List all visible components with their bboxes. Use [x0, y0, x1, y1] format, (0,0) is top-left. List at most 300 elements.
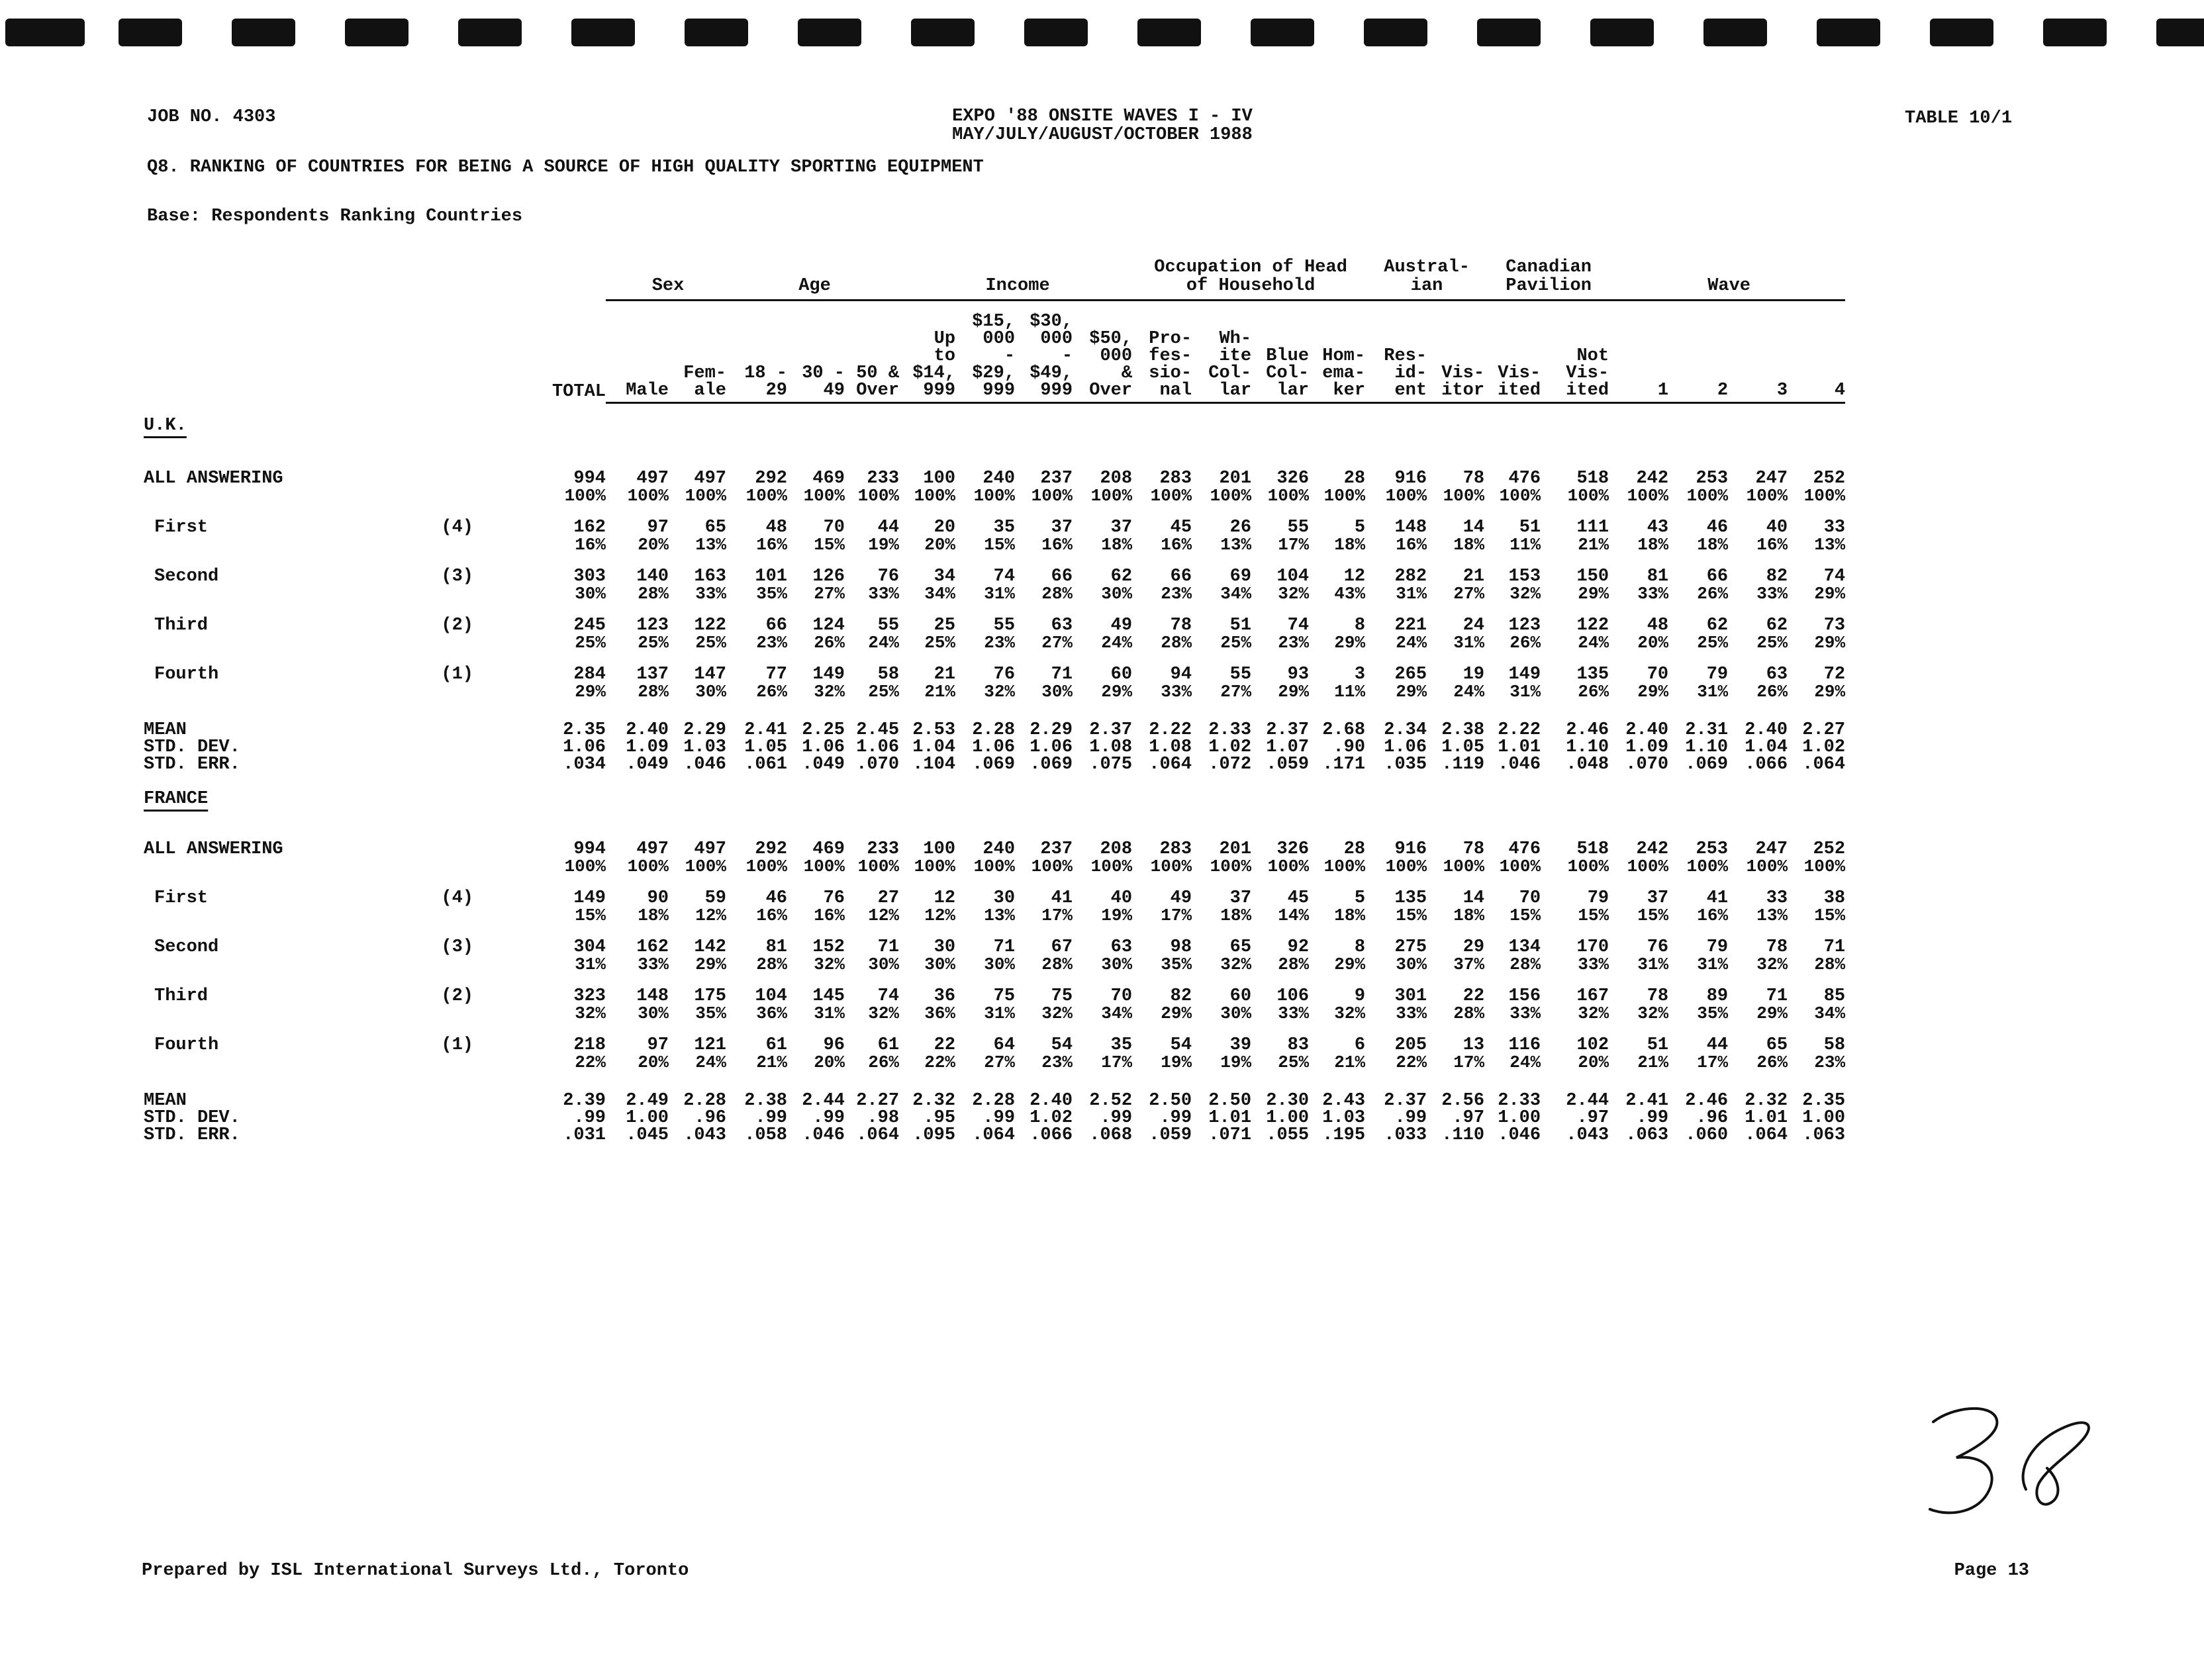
cell-count: 126 — [812, 567, 845, 586]
cell-percent: 15% — [1396, 906, 1427, 925]
cell-percent: 30% — [924, 955, 956, 974]
stat-label: STD. DEV. — [144, 1108, 240, 1128]
stat-value: 2.28 — [972, 1091, 1016, 1111]
cell-percent: 100% — [745, 486, 788, 506]
cell-percent: 17% — [1278, 535, 1310, 555]
row-label: Third — [154, 986, 209, 1006]
cell-percent: 29% — [575, 682, 606, 702]
cell-count: 497 — [636, 469, 669, 489]
cell-percent: 33% — [695, 584, 727, 604]
cell-count: 33 — [1766, 888, 1788, 908]
cell-percent: 16% — [814, 906, 845, 925]
cell-percent: 16% — [1697, 906, 1729, 925]
stat-value: .98 — [867, 1108, 900, 1128]
stat-value: 1.01 — [1498, 737, 1541, 757]
stat-label: STD. DEV. — [144, 737, 240, 757]
row-gap — [136, 504, 1845, 519]
cell-count: 292 — [755, 839, 788, 859]
stat-value: 1.09 — [626, 737, 669, 757]
data-row — [136, 617, 1845, 634]
cell-percent: 100% — [745, 857, 788, 876]
cell-percent: 34% — [1220, 584, 1252, 604]
cell-count: 71 — [993, 937, 1016, 957]
stat-value: .95 — [923, 1108, 956, 1128]
cell-percent: 32% — [1334, 1003, 1366, 1023]
cell-count: 66 — [1170, 567, 1192, 586]
cell-count: 247 — [1755, 469, 1788, 489]
cell-percent: 20% — [814, 1052, 845, 1072]
cell-count: 51 — [1229, 616, 1252, 635]
cell-count: 25 — [934, 616, 956, 635]
cell-count: 72 — [1823, 665, 1846, 684]
stat-value: 2.22 — [1149, 720, 1192, 740]
stat-label: STD. ERR. — [144, 1125, 240, 1145]
section-title — [136, 417, 1845, 434]
stat-value: .048 — [1566, 755, 1609, 774]
stat-value: .066 — [1030, 1125, 1073, 1145]
cell-count: 265 — [1394, 665, 1427, 684]
cell-percent: 32% — [984, 682, 1016, 702]
data-row — [136, 890, 1845, 907]
feed-hole — [2043, 19, 2107, 46]
cell-percent: 100% — [1031, 486, 1073, 506]
cell-count: 8 — [1354, 937, 1366, 957]
cell-percent: 17% — [1697, 1052, 1729, 1072]
stat-value: .071 — [1208, 1125, 1252, 1145]
stat-value: .049 — [802, 755, 845, 774]
cell-percent: 32% — [1278, 584, 1310, 604]
cell-percent: 17% — [1453, 1052, 1485, 1072]
stat-value: 1.10 — [1685, 737, 1729, 757]
cell-percent: 34% — [1101, 1003, 1133, 1023]
cell-percent: 33% — [868, 584, 900, 604]
cell-count: 45 — [1287, 888, 1310, 908]
cell-percent: 28% — [756, 955, 788, 974]
cell-count: 71 — [877, 937, 900, 957]
row-gap — [136, 875, 1845, 890]
cell-count: 476 — [1508, 839, 1541, 859]
stat-value: .075 — [1089, 755, 1133, 774]
report-title-line2: MAY/JULY/AUGUST/OCTOBER 1988 — [952, 125, 1253, 145]
cell-count: 29 — [1462, 937, 1485, 957]
cell-count: 5 — [1354, 518, 1366, 537]
cell-percent: 36% — [924, 1003, 956, 1023]
header-spacer — [136, 313, 500, 403]
stat-value: 2.32 — [1745, 1091, 1788, 1111]
cell-percent: 15% — [1814, 906, 1846, 925]
stat-value: .060 — [1685, 1125, 1729, 1145]
cell-percent: 17% — [1101, 1052, 1133, 1072]
stat-value: .064 — [856, 1125, 900, 1145]
stat-value: 1.10 — [1566, 737, 1609, 757]
table-id: TABLE 10/1 — [1905, 109, 2013, 128]
cell-percent: 100% — [627, 857, 669, 876]
cell-percent: 100% — [1323, 486, 1366, 506]
cell-count: 27 — [877, 888, 900, 908]
stat-value: .031 — [563, 1125, 606, 1145]
stat-value: 2.50 — [1149, 1091, 1192, 1111]
cell-count: 39 — [1229, 1035, 1252, 1055]
section-name: U.K. — [144, 416, 187, 436]
feed-hole — [1364, 19, 1427, 46]
cell-percent: 31% — [1453, 633, 1485, 653]
cell-count: 62 — [1706, 616, 1729, 635]
cell-percent: 20% — [1637, 633, 1669, 653]
feed-hole — [232, 19, 295, 46]
cell-count: 104 — [755, 986, 788, 1006]
stat-value: .069 — [972, 755, 1016, 774]
cell-count: 497 — [694, 469, 727, 489]
cell-percent: 18% — [1697, 535, 1729, 555]
cell-percent: 100% — [627, 486, 669, 506]
cell-count: 78 — [1766, 937, 1788, 957]
row-label: First — [154, 888, 209, 908]
column-header: Res- id- ent — [1365, 313, 1427, 403]
row-code: (2) — [441, 986, 473, 1006]
cell-percent: 100% — [1627, 857, 1669, 876]
stat-value: 1.02 — [1208, 737, 1252, 757]
cell-count: 142 — [694, 937, 727, 957]
cell-count: 71 — [1051, 665, 1073, 684]
cell-percent: 11% — [1509, 535, 1541, 555]
cell-count: 62 — [1766, 616, 1788, 635]
cell-count: 28 — [1343, 839, 1366, 859]
cell-percent: 21% — [756, 1052, 788, 1072]
cell-percent: 28% — [1041, 584, 1073, 604]
cell-count: 148 — [636, 986, 669, 1006]
cell-count: 70 — [1110, 986, 1133, 1006]
cell-percent: 26% — [1578, 682, 1609, 702]
cell-percent: 29% — [1278, 682, 1310, 702]
cell-count: 63 — [1051, 616, 1073, 635]
column-header: $30, 000 - $49, 999 — [1015, 313, 1073, 403]
stat-value: .99 — [1100, 1108, 1133, 1128]
feed-hole — [345, 19, 408, 46]
crosstab-table — [136, 258, 1845, 1144]
cell-count: 82 — [1766, 567, 1788, 586]
cell-count: 134 — [1508, 937, 1541, 957]
stat-value: 1.06 — [856, 737, 900, 757]
cell-percent: 26% — [756, 682, 788, 702]
cell-percent: 16% — [1756, 535, 1788, 555]
cell-percent: 25% — [575, 633, 606, 653]
stat-value: 2.33 — [1208, 720, 1252, 740]
handwritten-page-mark — [1927, 1403, 2105, 1522]
cell-percent: 15% — [1578, 906, 1609, 925]
column-header: Male — [606, 313, 669, 403]
column-group-header: Sex — [606, 258, 726, 301]
cell-percent: 25% — [1220, 633, 1252, 653]
cell-count: 233 — [867, 839, 900, 859]
cell-percent: 35% — [1697, 1003, 1729, 1023]
cell-count: 208 — [1100, 469, 1133, 489]
cell-percent: 31% — [984, 1003, 1016, 1023]
cell-percent: 26% — [1697, 584, 1729, 604]
stat-value: 2.56 — [1441, 1091, 1485, 1111]
cell-count: 242 — [1636, 469, 1669, 489]
cell-percent: 100% — [1031, 857, 1073, 876]
cell-count: 326 — [1276, 839, 1310, 859]
cell-count: 75 — [993, 986, 1016, 1006]
cell-percent: 30% — [1101, 955, 1133, 974]
cell-count: 71 — [1766, 986, 1788, 1006]
feed-hole — [458, 19, 522, 46]
cell-percent: 100% — [1267, 486, 1310, 506]
cell-percent: 25% — [1756, 633, 1788, 653]
cell-percent: 33% — [1396, 1003, 1427, 1023]
cell-percent: 20% — [638, 1052, 669, 1072]
cell-percent: 20% — [924, 535, 956, 555]
column-header: 18 - 29 — [726, 313, 787, 403]
cell-percent: 28% — [638, 682, 669, 702]
cell-count: 22 — [1462, 986, 1485, 1006]
cell-percent: 26% — [1756, 1052, 1788, 1072]
column-header-row — [136, 313, 1845, 403]
stat-value: 1.00 — [1498, 1108, 1541, 1128]
cell-count: 90 — [647, 888, 669, 908]
cell-count: 167 — [1576, 986, 1609, 1006]
cell-percent: 100% — [1627, 486, 1669, 506]
column-header: Hom- ema- ker — [1309, 313, 1365, 403]
cell-count: 245 — [573, 616, 606, 635]
cell-percent: 27% — [1041, 633, 1073, 653]
cell-percent: 13% — [984, 906, 1016, 925]
row-gap — [136, 973, 1845, 988]
cell-count: 61 — [765, 1035, 788, 1055]
cell-count: 83 — [1287, 1035, 1310, 1055]
cell-count: 253 — [1696, 839, 1729, 859]
cell-percent: 35% — [695, 1003, 727, 1023]
cell-percent: 33% — [1756, 584, 1788, 604]
cell-percent: 24% — [695, 1052, 727, 1072]
cell-percent: 100% — [1090, 857, 1133, 876]
cell-percent: 100% — [564, 486, 606, 506]
stat-value: 1.08 — [1149, 737, 1192, 757]
stat-value: .034 — [563, 755, 606, 774]
cell-percent: 21% — [1334, 1052, 1366, 1072]
cell-percent: 100% — [1090, 486, 1133, 506]
cell-count: 123 — [636, 616, 669, 635]
cell-percent: 18% — [1637, 535, 1669, 555]
cell-percent: 100% — [973, 857, 1016, 876]
cell-count: 162 — [636, 937, 669, 957]
cell-percent: 31% — [1396, 584, 1427, 604]
cell-count: 102 — [1576, 1035, 1609, 1055]
cell-percent: 100% — [685, 857, 727, 876]
cell-count: 175 — [694, 986, 727, 1006]
cell-percent: 23% — [1814, 1052, 1846, 1072]
cell-percent: 17% — [1041, 906, 1073, 925]
cell-percent: 21% — [924, 682, 956, 702]
cell-count: 89 — [1706, 986, 1729, 1006]
cell-percent: 29% — [1101, 682, 1133, 702]
stat-value: 2.34 — [1384, 720, 1427, 740]
stat-value: .119 — [1441, 755, 1485, 774]
cell-count: 22 — [934, 1035, 956, 1055]
cell-percent: 16% — [1396, 535, 1427, 555]
cell-count: 63 — [1110, 937, 1133, 957]
cell-count: 994 — [573, 839, 606, 859]
cell-percent: 100% — [1443, 857, 1485, 876]
cell-count: 28 — [1343, 469, 1366, 489]
feed-hole — [119, 19, 182, 46]
cell-count: 135 — [1394, 888, 1427, 908]
stat-value: 2.52 — [1089, 1091, 1133, 1111]
row-label: Fourth — [154, 665, 219, 684]
cell-percent: 28% — [1453, 1003, 1485, 1023]
cell-percent: 100% — [1803, 486, 1846, 506]
cell-count: 252 — [1813, 839, 1846, 859]
cell-percent: 15% — [1509, 906, 1541, 925]
stat-value: 1.06 — [972, 737, 1016, 757]
cell-percent: 100% — [914, 486, 956, 506]
stat-value: .046 — [1498, 755, 1541, 774]
cell-count: 3 — [1354, 665, 1366, 684]
stat-row — [136, 1109, 1845, 1127]
cell-count: 94 — [1170, 665, 1192, 684]
cell-count: 38 — [1823, 888, 1846, 908]
cell-percent: 100% — [685, 486, 727, 506]
stat-value: 2.49 — [626, 1091, 669, 1111]
stat-value: 2.27 — [1802, 720, 1846, 740]
cell-count: 284 — [573, 665, 606, 684]
cell-percent: 100% — [1267, 857, 1310, 876]
cell-percent: 16% — [1041, 535, 1073, 555]
cell-percent: 29% — [1814, 682, 1846, 702]
cell-count: 49 — [1110, 616, 1133, 635]
cell-percent: 100% — [1150, 486, 1192, 506]
column-header: Not Vis- ited — [1541, 313, 1609, 403]
stat-value: .99 — [573, 1108, 606, 1128]
stat-value: 1.03 — [683, 737, 727, 757]
cell-percent: 30% — [1396, 955, 1427, 974]
column-group-header: Canadian Pavilion — [1484, 258, 1609, 301]
cell-count: 106 — [1276, 986, 1310, 1006]
cell-count: 221 — [1394, 616, 1427, 635]
cell-count: 55 — [993, 616, 1016, 635]
stat-value: .046 — [1498, 1125, 1541, 1145]
row-code: (3) — [441, 937, 473, 957]
cell-count: 62 — [1110, 567, 1133, 586]
row-gap — [136, 403, 1845, 418]
stat-value: .99 — [1636, 1108, 1669, 1128]
cell-percent: 29% — [1396, 682, 1427, 702]
cell-percent: 100% — [564, 857, 606, 876]
feed-hole — [2156, 19, 2204, 46]
cell-percent: 31% — [1637, 955, 1669, 974]
cell-count: 469 — [812, 469, 845, 489]
stat-row — [136, 722, 1845, 739]
cell-percent: 33% — [1161, 682, 1192, 702]
cell-count: 96 — [823, 1035, 845, 1055]
cell-percent: 13% — [1814, 535, 1846, 555]
cell-percent: 43% — [1334, 584, 1366, 604]
cell-percent: 19% — [1161, 1052, 1192, 1072]
cell-count: 92 — [1287, 937, 1310, 957]
cell-percent: 17% — [1161, 906, 1192, 925]
cell-percent: 100% — [1150, 857, 1192, 876]
stat-value: 2.40 — [1030, 1091, 1073, 1111]
cell-count: 237 — [1040, 469, 1073, 489]
row-gap — [136, 651, 1845, 666]
cell-count: 44 — [877, 518, 900, 537]
cell-percent: 32% — [1041, 1003, 1073, 1023]
column-header: $15, 000 - $29, 999 — [955, 313, 1015, 403]
cell-percent: 35% — [756, 584, 788, 604]
column-header: Fem- ale — [669, 313, 726, 403]
cell-percent: 33% — [638, 955, 669, 974]
cell-percent: 30% — [638, 1003, 669, 1023]
cell-count: 45 — [1170, 518, 1192, 537]
cell-percent: 20% — [638, 535, 669, 555]
stat-value: 1.09 — [1625, 737, 1669, 757]
feed-hole — [5, 19, 85, 46]
cell-count: 74 — [1823, 567, 1846, 586]
cell-count: 497 — [636, 839, 669, 859]
cell-percent: 26% — [814, 633, 845, 653]
cell-percent: 25% — [868, 682, 900, 702]
cell-count: 71 — [1823, 937, 1846, 957]
cell-count: 283 — [1159, 469, 1192, 489]
row-gap — [136, 602, 1845, 617]
cell-percent: 18% — [1453, 906, 1485, 925]
cell-count: 49 — [1170, 888, 1192, 908]
data-row — [136, 666, 1845, 683]
cell-count: 97 — [647, 1035, 669, 1055]
stat-value: 1.01 — [1208, 1108, 1252, 1128]
cell-percent: 100% — [1385, 857, 1427, 876]
job-number: JOB NO. 4303 — [147, 107, 276, 127]
stat-value: .96 — [694, 1108, 727, 1128]
cell-percent: 24% — [868, 633, 900, 653]
cell-count: 275 — [1394, 937, 1427, 957]
row-gap — [136, 700, 1845, 722]
cell-count: 64 — [993, 1035, 1016, 1055]
stat-value: .99 — [1394, 1108, 1427, 1128]
cell-percent: 28% — [1509, 955, 1541, 974]
stat-label: STD. ERR. — [144, 755, 240, 774]
cell-percent: 33% — [1578, 955, 1609, 974]
cell-percent: 30% — [695, 682, 727, 702]
cell-percent: 100% — [803, 486, 845, 506]
cell-count: 82 — [1170, 986, 1192, 1006]
data-row — [136, 568, 1845, 585]
column-header: 30 - 49 — [787, 313, 845, 403]
stat-value: 2.30 — [1266, 1091, 1310, 1111]
stat-value: .104 — [912, 755, 956, 774]
cell-count: 30 — [934, 937, 956, 957]
column-group-header: Income — [899, 258, 1132, 301]
feed-hole — [1930, 19, 1993, 46]
cell-count: 14 — [1462, 888, 1485, 908]
row-code: (4) — [441, 518, 473, 537]
cell-count: 55 — [1287, 518, 1310, 537]
stat-row — [136, 739, 1845, 756]
column-header: Blue Col- lar — [1251, 313, 1309, 403]
cell-count: 34 — [934, 567, 956, 586]
report-title — [884, 107, 1321, 144]
cell-count: 116 — [1508, 1035, 1541, 1055]
cell-count: 37 — [1051, 518, 1073, 537]
stat-value: 2.46 — [1566, 720, 1609, 740]
cell-percent: 31% — [575, 955, 606, 974]
stat-value: .058 — [744, 1125, 788, 1145]
stat-value: .035 — [1384, 755, 1427, 774]
cell-percent: 19% — [868, 535, 900, 555]
cell-percent: 26% — [868, 1052, 900, 1072]
stat-value: 2.40 — [1745, 720, 1788, 740]
cell-count: 123 — [1508, 616, 1541, 635]
